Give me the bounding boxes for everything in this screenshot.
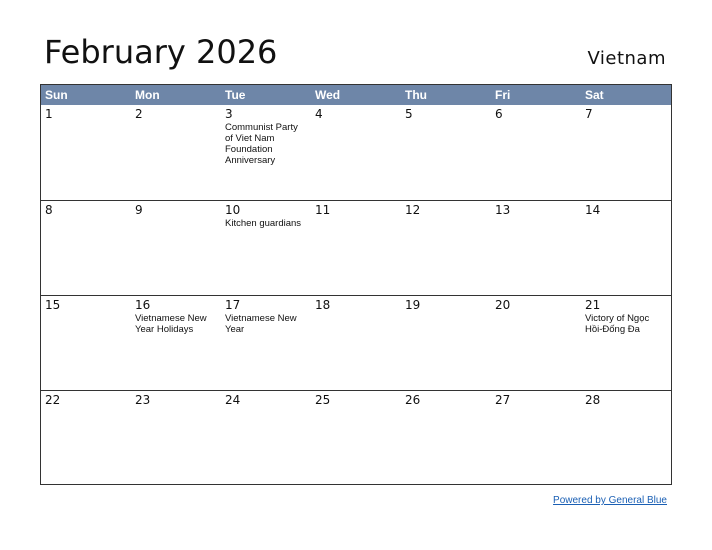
- weekday-wed: Wed: [315, 88, 341, 102]
- day-cell: [491, 201, 581, 295]
- weekday-thu: Thu: [405, 88, 427, 102]
- day-cell: [311, 201, 401, 295]
- day-cell: [41, 296, 131, 390]
- day-cell: [491, 296, 581, 390]
- day-number: 26: [405, 393, 421, 407]
- day-cell: [581, 391, 671, 485]
- day-cell: [581, 105, 671, 200]
- weekday-sat: Sat: [585, 88, 604, 102]
- day-number: 5: [405, 107, 413, 121]
- page-title: February 2026: [44, 33, 278, 71]
- day-number: 16: [135, 298, 151, 312]
- day-number: 7: [585, 107, 593, 121]
- weekday-fri: Fri: [495, 88, 511, 102]
- week-row: [41, 295, 671, 390]
- day-number: 8: [45, 203, 53, 217]
- day-number: 19: [405, 298, 421, 312]
- day-cell: [41, 391, 131, 485]
- day-number: 22: [45, 393, 61, 407]
- day-cell: [491, 391, 581, 485]
- week-row: [41, 200, 671, 295]
- day-number: 17: [225, 298, 241, 312]
- day-number: 6: [495, 107, 503, 121]
- day-cell: [401, 391, 491, 485]
- day-cell: [311, 296, 401, 390]
- day-number: 12: [405, 203, 421, 217]
- day-number: 11: [315, 203, 331, 217]
- day-number: 2: [135, 107, 143, 121]
- holiday-label: Communist Party of Viet Nam Foundation Anniversary: [225, 122, 298, 166]
- powered-by-link[interactable]: Powered by General Blue: [553, 495, 667, 506]
- weekday-tue: Tue: [225, 88, 246, 102]
- day-cell: [581, 201, 671, 295]
- day-cell: [401, 296, 491, 390]
- week-row: [41, 105, 671, 200]
- day-cell: [491, 105, 581, 200]
- day-cell: [311, 105, 401, 200]
- holiday-label: Vietnamese New Year Holidays: [135, 313, 207, 335]
- day-number: 28: [585, 393, 601, 407]
- day-number: 3: [225, 107, 233, 121]
- day-cell: [41, 105, 131, 200]
- holiday-label: Victory of Ngọc Hồi-Đống Đa: [585, 313, 650, 335]
- day-cell: [401, 201, 491, 295]
- weeks-container: [41, 105, 671, 485]
- calendar-grid: [40, 84, 672, 485]
- day-cell: [131, 296, 221, 390]
- day-number: 24: [225, 393, 241, 407]
- holiday-label: Vietnamese New Year: [225, 313, 297, 335]
- day-number: 4: [315, 107, 323, 121]
- day-cell: [221, 296, 311, 390]
- day-number: 20: [495, 298, 511, 312]
- day-number: 10: [225, 203, 241, 217]
- weekday-mon: Mon: [135, 88, 160, 102]
- day-cell: [311, 391, 401, 485]
- day-cell: [401, 105, 491, 200]
- day-number: 14: [585, 203, 601, 217]
- country-label: Vietnam: [587, 48, 666, 69]
- weekday-header: [41, 85, 671, 105]
- day-cell: [221, 201, 311, 295]
- day-number: 27: [495, 393, 511, 407]
- day-number: 13: [495, 203, 511, 217]
- day-number: 9: [135, 203, 143, 217]
- day-number: 21: [585, 298, 601, 312]
- day-cell: [41, 201, 131, 295]
- day-cell: [131, 391, 221, 485]
- day-cell: [581, 296, 671, 390]
- holiday-label: Kitchen guardians: [225, 218, 302, 229]
- day-cell: [221, 391, 311, 485]
- week-row: [41, 390, 671, 485]
- day-number: 18: [315, 298, 331, 312]
- day-cell: [131, 201, 221, 295]
- day-number: 15: [45, 298, 61, 312]
- day-cell: [221, 105, 311, 200]
- day-number: 25: [315, 393, 331, 407]
- weekday-sun: Sun: [45, 88, 68, 102]
- day-number: 1: [45, 107, 53, 121]
- day-cell: [131, 105, 221, 200]
- day-number: 23: [135, 393, 151, 407]
